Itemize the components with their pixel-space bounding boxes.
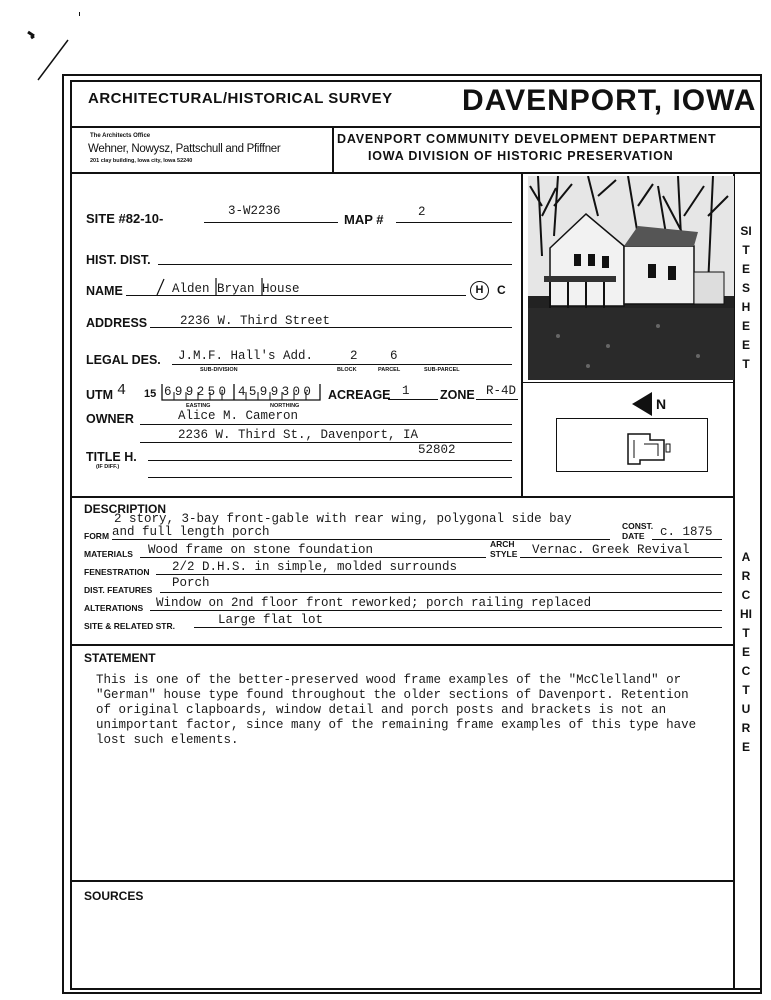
const-date-value: c. 1875 (660, 525, 713, 539)
statement-line: This is one of the better-preserved wood frame examples of the "McClelland" or (96, 673, 682, 687)
northing-caption: NORTHING (270, 403, 300, 409)
utm-easting: 699250 (164, 385, 230, 399)
arch-label: ARCH (490, 539, 515, 549)
statement-body (96, 673, 696, 748)
city-title: DAVENPORT, IOWA (462, 84, 757, 117)
date-label: DATE (622, 531, 645, 541)
alterations-value: Window on 2nd floor front reworked; porch railing replaced (156, 596, 592, 610)
legal-block: 2 (350, 349, 358, 363)
owner-zip: 52802 (418, 443, 456, 457)
form-line2: and full length porch (112, 525, 270, 539)
alterations-label: ALTERATIONS (84, 603, 144, 613)
owner-name: Alice M. Cameron (178, 409, 299, 423)
historic-mark: H (470, 281, 489, 300)
site-sheet-label: SITE SHEET (740, 224, 752, 371)
sources-heading: SOURCES (84, 889, 144, 903)
style-label: STYLE (490, 549, 518, 559)
house-photo (528, 176, 734, 380)
zone-value: R-4D (486, 384, 517, 398)
statement-line: "German" house type found throughout the older sections of Davenport. Retention (96, 688, 689, 702)
dist-features-value: Porch (172, 576, 210, 590)
materials-label: MATERIALS (84, 549, 133, 559)
easting-caption: EASTING (186, 403, 211, 409)
sub-subparcel-caption: SUB-PARCEL (424, 367, 460, 373)
form-label: FORM (84, 531, 110, 541)
fenestration-label: FENESTRATION (84, 567, 150, 577)
utm-zone-hand: 4 (117, 382, 127, 399)
utm-label: UTM (86, 388, 114, 402)
north-label: N (656, 396, 667, 412)
statement-line: unimportant factor, since many of the remaining frame examples of this type have (96, 718, 697, 732)
site-plan-sketch (620, 430, 674, 466)
firm-name: Wehner, Nowysz, Pattschull and Pfiffner (88, 143, 281, 155)
form-line1: 2 story, 3-bay front-gable with rear wing, polygonal side bay (114, 512, 572, 526)
title-sub-caption: (IF DIFF.) (96, 464, 120, 470)
fenestration-value: 2/2 D.H.S. in simple, molded surrounds (172, 560, 458, 574)
site-label: SITE #82-10- (86, 211, 164, 226)
utm-digit-boxes (160, 382, 322, 402)
name-value: Alden Bryan House (172, 282, 300, 296)
site-value: 3-W2236 (228, 204, 281, 218)
address-label: ADDRESS (86, 316, 148, 330)
map-label: MAP # (344, 212, 384, 227)
sub-subdivision-caption: SUB-DIVISION (200, 367, 238, 373)
zone-label: ZONE (440, 388, 475, 402)
hist-dist-label: HIST. DIST. (86, 253, 151, 267)
sub-parcel-caption: PARCEL (378, 367, 401, 373)
survey-title: ARCHITECTURAL/HISTORICAL SURVEY (88, 90, 393, 107)
acreage-value: 1 (402, 384, 410, 398)
firm-small: The Architects Office (90, 133, 151, 139)
title-label: TITLE H. (86, 450, 137, 464)
dept-line1: DAVENPORT COMMUNITY DEVELOPMENT DEPARTMENT (337, 132, 717, 146)
dist-features-label: DIST. FEATURES (84, 585, 153, 595)
description-heading: DESCRIPTION (84, 502, 167, 516)
materials-value: Wood frame on stone foundation (148, 543, 374, 557)
legal-parcel: 6 (390, 349, 398, 363)
arch-style-value: Vernac. Greek Revival (532, 543, 690, 557)
acreage-label: ACREAGE (328, 388, 391, 402)
statement-line: of original clapboards, window detail and porch posts and brackets is not an (96, 703, 667, 717)
contributing-mark: C (497, 283, 506, 297)
architecture-label: ARCHITECTURE (740, 550, 752, 754)
name-label: NAME (86, 284, 123, 298)
map-value: 2 (418, 205, 426, 219)
address-value: 2236 W. Third Street (180, 314, 331, 328)
utm-northing: 4599300 (238, 385, 315, 399)
owner-address: 2236 W. Third St., Davenport, IA (178, 428, 419, 442)
statement-heading: STATEMENT (84, 651, 156, 665)
legal-label: LEGAL DES. (86, 353, 161, 367)
site-related-value: Large flat lot (218, 613, 324, 627)
owner-label: OWNER (86, 412, 134, 426)
utm-zone: 15 (144, 388, 157, 400)
sub-block-caption: BLOCK (337, 367, 357, 373)
firm-address: 201 clay building, Iowa city, Iowa 52240 (90, 158, 193, 164)
statement-line: lost such elements. (96, 733, 239, 747)
const-label: CONST. (622, 521, 654, 531)
dept-line2: IOWA DIVISION OF HISTORIC PRESERVATION (368, 149, 674, 163)
site-related-label: SITE & RELATED STR. (84, 621, 175, 631)
legal-subdivision: J.M.F. Hall's Add. (178, 349, 314, 363)
